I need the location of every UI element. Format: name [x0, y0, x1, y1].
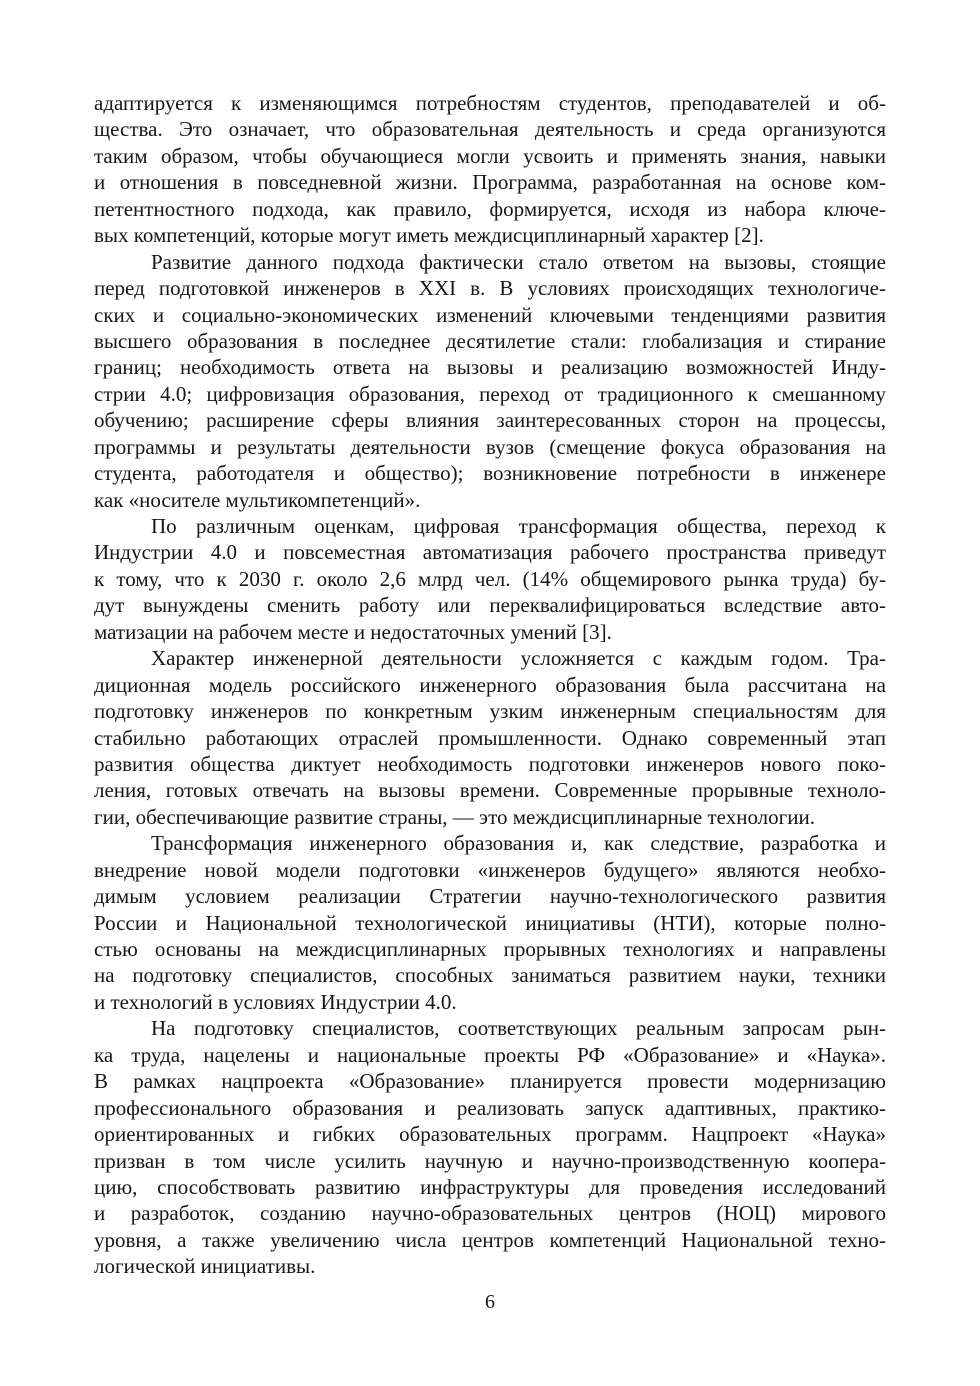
text-line: программы и результаты деятельности вузов (смещение фокуса образования на [94, 434, 886, 459]
text-line: профессионального образования и реализовать запуск адаптивных, практико- [94, 1095, 886, 1120]
text-line: границ; необходимость ответа на вызовы и реализацию возможностей Инду- [94, 355, 886, 380]
text-line: стабильно работающих отраслей промышленности. Однако современный этап [94, 725, 886, 750]
text-line: петентностного подхода, как правило, формируется, исходя из набора ключе- [94, 196, 886, 221]
text-line: диционная модель российского инженерного образования была рассчитана на [94, 672, 886, 697]
text-line: перед подготовкой инженеров в XXI в. В условиях происходящих технологиче- [94, 276, 886, 301]
paragraph [94, 513, 886, 645]
text-line: подготовку инженеров по конкретным узким инженерным специальностям для [94, 699, 886, 724]
text-line: таким образом, чтобы обучающиеся могли усвоить и применять знания, навыки [94, 143, 886, 168]
page-number: 6 [485, 1291, 495, 1313]
text-line: стью основаны на междисциплинарных прорывных технологиях и направлены [94, 937, 886, 961]
paragraph [94, 90, 886, 249]
text-line: России и Национальной технологической инициативы (НТИ), которые полно- [94, 910, 886, 935]
text-line: высшего образования в последнее десятилетие стали: глобализация и стирание [94, 328, 886, 353]
paragraph [94, 249, 886, 513]
body-text [94, 90, 886, 1280]
text-line: адаптируется к изменяющимся потребностям студентов, преподавателей и об- [94, 91, 886, 115]
paragraph [94, 1015, 886, 1279]
text-line: По различным оценкам, цифровая трансформация общества, переход к [151, 514, 886, 538]
text-line: стрии 4.0; цифровизация образования, переход от традиционного к смешанному [94, 381, 886, 406]
text-line: логической инициативы. [94, 1254, 316, 1279]
text-line: и отношения в повседневной жизни. Программа, разработанная на основе ком- [94, 170, 886, 195]
text-line: дут вынуждены сменить работу или переквалифицироваться вследствие авто- [94, 593, 886, 618]
text-line: развития общества диктует необходимость подготовки инженеров нового поко- [94, 751, 886, 776]
text-line: ка труда, нацелены и национальные проекты РФ «Образование» и «Наука». [94, 1042, 886, 1067]
text-line: внедрение новой модели подготовки «инженеров будущего» являются необхо- [94, 857, 886, 882]
text-line: Трансформация инженерного образования и, как следствие, разработка и [151, 831, 886, 856]
text-line: В рамках нацпроекта «Образование» планируется провести модернизацию [94, 1069, 886, 1094]
text-line: призван в том числе усилить научную и научно-производственную коопера- [94, 1148, 886, 1173]
text-line: Развитие данного подхода фактически стало ответом на вызовы, стоящие [151, 249, 886, 274]
paragraph [94, 830, 886, 1015]
text-line: студента, работодателя и общество); возникновение потребности в инженере [94, 461, 886, 486]
text-line: обучению; расширение сферы влияния заинтересованных сторон на процессы, [94, 408, 886, 433]
text-line: Индустрии 4.0 и повсеместная автоматизация рабочего пространства приведут [94, 540, 886, 565]
text-line: димым условием реализации Стратегии научно-технологического развития [94, 884, 886, 909]
text-line: к тому, что к 2030 г. около 2,6 млрд чел. (14% общемирового рынка труда) бу- [94, 566, 886, 591]
text-line: уровня, а также увеличению числа центров компетенций Национальной техно- [94, 1227, 886, 1252]
text-line: и технологий в условиях Индустрии 4.0. [94, 989, 457, 1014]
text-line: На подготовку специалистов, соответствующих реальным запросам рын- [151, 1016, 886, 1041]
text-line: вых компетенций, которые могут иметь междисциплинарный характер [2]. [94, 223, 764, 248]
text-line: ориентированных и гибких образовательных программ. Нацпроект «Наука» [94, 1122, 886, 1147]
text-line: матизации на рабочем месте и недостаточных умений [3]. [94, 619, 612, 644]
text-line: Характер инженерной деятельности усложняется с каждым годом. Тра- [151, 646, 886, 671]
text-line: ских и социально-экономических изменений ключевыми тенденциями развития [94, 302, 886, 327]
text-line: и разработок, созданию научно-образовательных центров (НОЦ) мирового [94, 1201, 886, 1226]
paragraph [94, 645, 886, 830]
text-line: как «носителе мультикомпетенций». [94, 487, 421, 512]
text-line: цию, способствовать развитию инфраструктуры для проведения исследований [94, 1174, 886, 1199]
text-line: щества. Это означает, что образовательная деятельность и среда организуются [94, 117, 886, 142]
text-line: ления, готовых отвечать на вызовы времени. Современные прорывные техноло- [94, 778, 886, 803]
text-line: на подготовку специалистов, способных заниматься развитием науки, техники [94, 963, 886, 988]
text-line: гии, обеспечивающие развитие страны, — это междисциплинарные технологии. [94, 804, 815, 829]
